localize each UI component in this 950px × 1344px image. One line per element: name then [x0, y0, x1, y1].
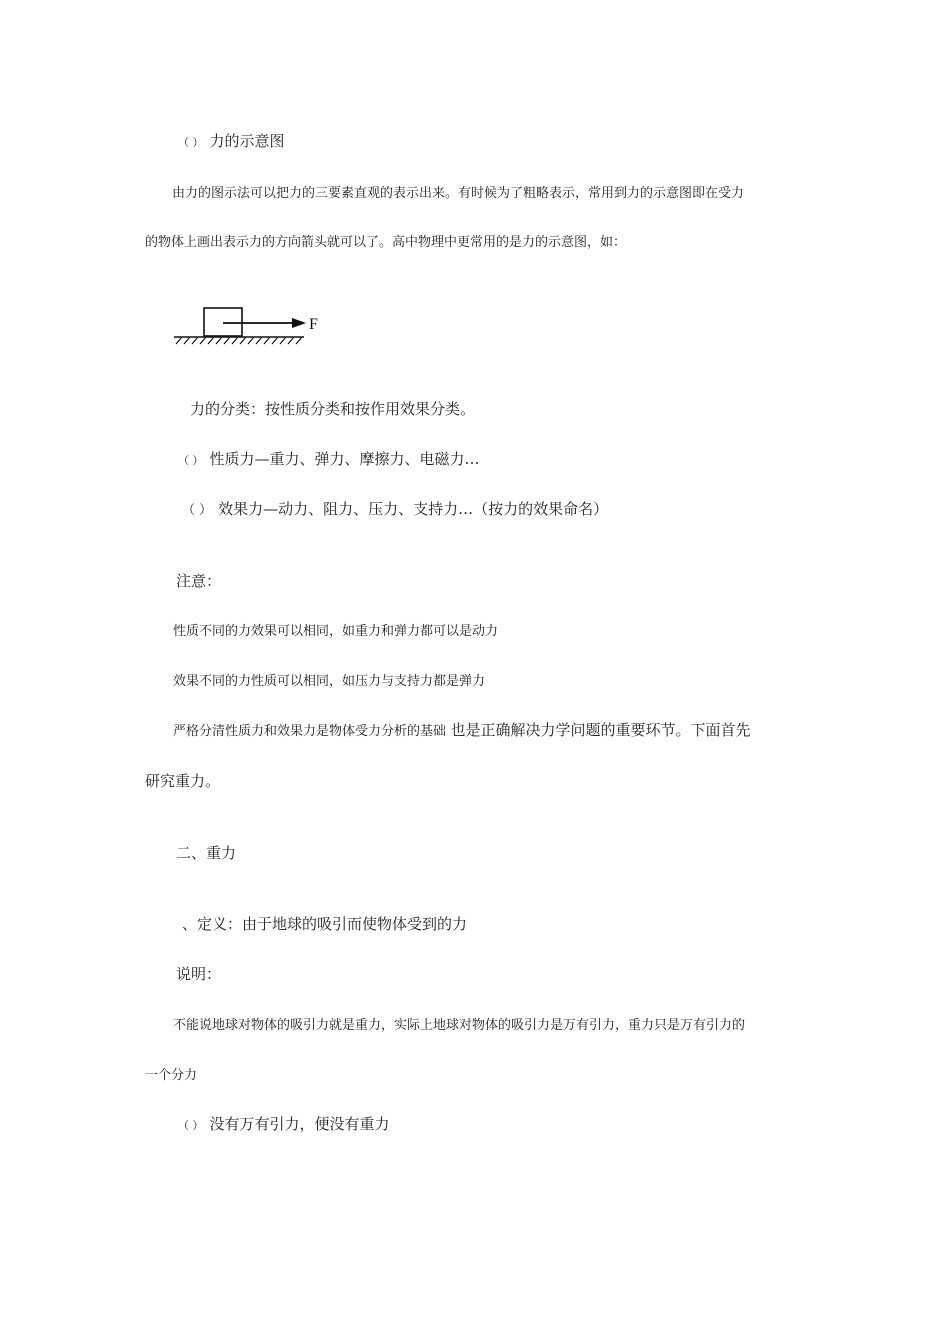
explain-2-text: 没有万有引力，便没有重力 [209, 1115, 390, 1133]
note-3-line-2: 研究重力。 [145, 772, 221, 790]
paragraph-1-line-1: 由力的图示法可以把力的三要素直观的表示出来。有时候为了粗略表示，常用到力的示意图即在受力 [172, 186, 745, 201]
explain-1-line-2: 一个分力 [145, 1068, 198, 1083]
note-1: 性质不同的力效果可以相同，如重力和弹力都可以是动力 [173, 624, 499, 639]
force-label-F: F [309, 316, 318, 333]
section-2-title: 二、重力 [176, 844, 237, 862]
explain-2-item [178, 1115, 390, 1135]
definition: 、定义：由于地球的吸引而使物体受到的力 [182, 915, 468, 933]
ground-hatching [176, 337, 302, 344]
force-arrow-head [292, 318, 306, 328]
bracket-label: （ ） [178, 136, 204, 149]
heading-text: 力的示意图 [209, 132, 285, 150]
bracket-label: （ ） [178, 1119, 204, 1132]
bracket-label: （ ） [182, 503, 213, 518]
explain-1-line-1: 不能说地球对物体的吸引力就是重力，实际上地球对物体的吸引力是万有引力，重力只是万有引力的 [173, 1018, 746, 1033]
explain-title: 说明： [176, 965, 222, 983]
note-3-part-1: 严格分清性质力和效果力是物体受力分析的基础 [173, 724, 447, 739]
note-title: 注意： [176, 572, 222, 590]
note-3-part-2: 也是正确解决力学问题的重要环节。下面首先 [450, 721, 751, 739]
effect-force-text: 效果力—动力、阻力、压力、支持力…（按力的效果命名） [218, 500, 609, 518]
note-3-line-1 [173, 721, 750, 741]
bracket-label: （ ） [178, 454, 204, 467]
paragraph-1-line-2: 的物体上画出表示力的方向箭头就可以了。高中物理中更常用的是力的示意图，如： [145, 235, 627, 250]
note-2: 效果不同的力性质可以相同，如压力与支持力都是弹力 [173, 674, 486, 689]
block-rect [204, 308, 242, 336]
classification: 力的分类：按性质分类和按作用效果分类。 [190, 400, 476, 418]
effect-force-item [182, 500, 608, 520]
nature-force-text: 性质力—重力、弹力、摩擦力、电磁力… [209, 450, 480, 468]
heading-force-diagram [178, 132, 285, 152]
force-diagram [172, 300, 332, 352]
nature-force-item [178, 450, 480, 470]
